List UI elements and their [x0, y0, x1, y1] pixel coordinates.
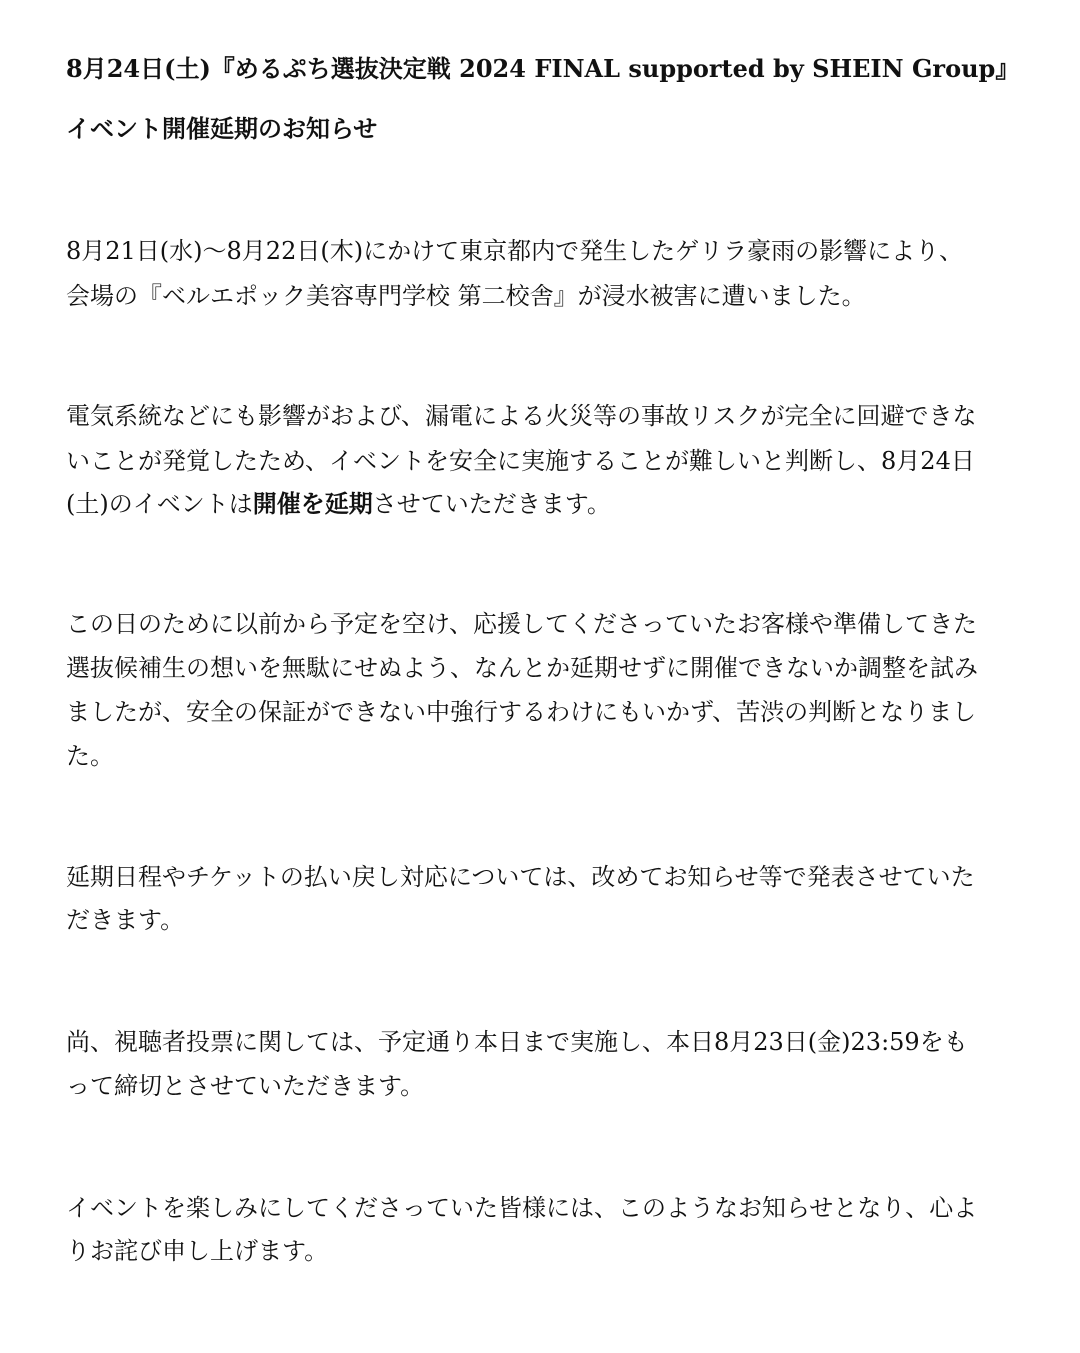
paragraph-line: ましたが、安全の保証ができない中強行するわけにもいかず、苦渋の判断となりまし [66, 698, 977, 726]
paragraph-line: 尚、視聴者投票に関しては、予定通り本日まで実施し、本日8月23日(金)23:59をも [66, 1028, 968, 1056]
paragraph-line: 選抜候補生の想いを無駄にせぬよう、なんとか延期せずに開催できないか調整を試み [66, 654, 978, 682]
paragraph-line: 延期日程やチケットの払い戻し対応については、改めてお知らせ等で発表させていた [66, 863, 975, 891]
notice-heading: イベント開催延期のお知らせ [66, 114, 378, 143]
paragraph-line: 電気系統などにも影響がおよび、漏電による火災等の事故リスクが完全に回避できな [66, 402, 977, 430]
paragraph-line: この日のために以前から予定を空け、応援してくださっていたお客様や準備してきた [66, 610, 978, 638]
text-span: (土)のイベントは [66, 490, 253, 518]
paragraph-line: た。 [66, 742, 114, 770]
paragraph-line: りお詫び申し上げます。 [66, 1237, 329, 1265]
text-span: させていただきます。 [372, 490, 611, 518]
paragraph-line: 会場の『ベルエポック美容専門学校 第二校舎』が浸水被害に遭いました。 [66, 282, 866, 310]
paragraph-line: だきます。 [66, 906, 185, 934]
paragraph-line [66, 489, 611, 519]
paragraph-line: いことが発覚したため、イベントを安全に実施することが難しいと判断し、8月24日 [66, 447, 975, 475]
paragraph-line: イベントを楽しみにしてくださっていた皆様には、このようなお知らせとなり、心よ [66, 1194, 978, 1222]
paragraph-line: って締切とさせていただきます。 [66, 1072, 425, 1100]
postponement-emphasis: 開催を延期 [252, 489, 373, 518]
event-title: 8月24日(土)『めるぷち選抜決定戦 2024 FINAL supported by SHEIN Group』 [66, 54, 1020, 83]
paragraph-line: 8月21日(水)〜8月22日(木)にかけて東京都内で発生したゲリラ豪雨の影響により、 [66, 237, 964, 265]
